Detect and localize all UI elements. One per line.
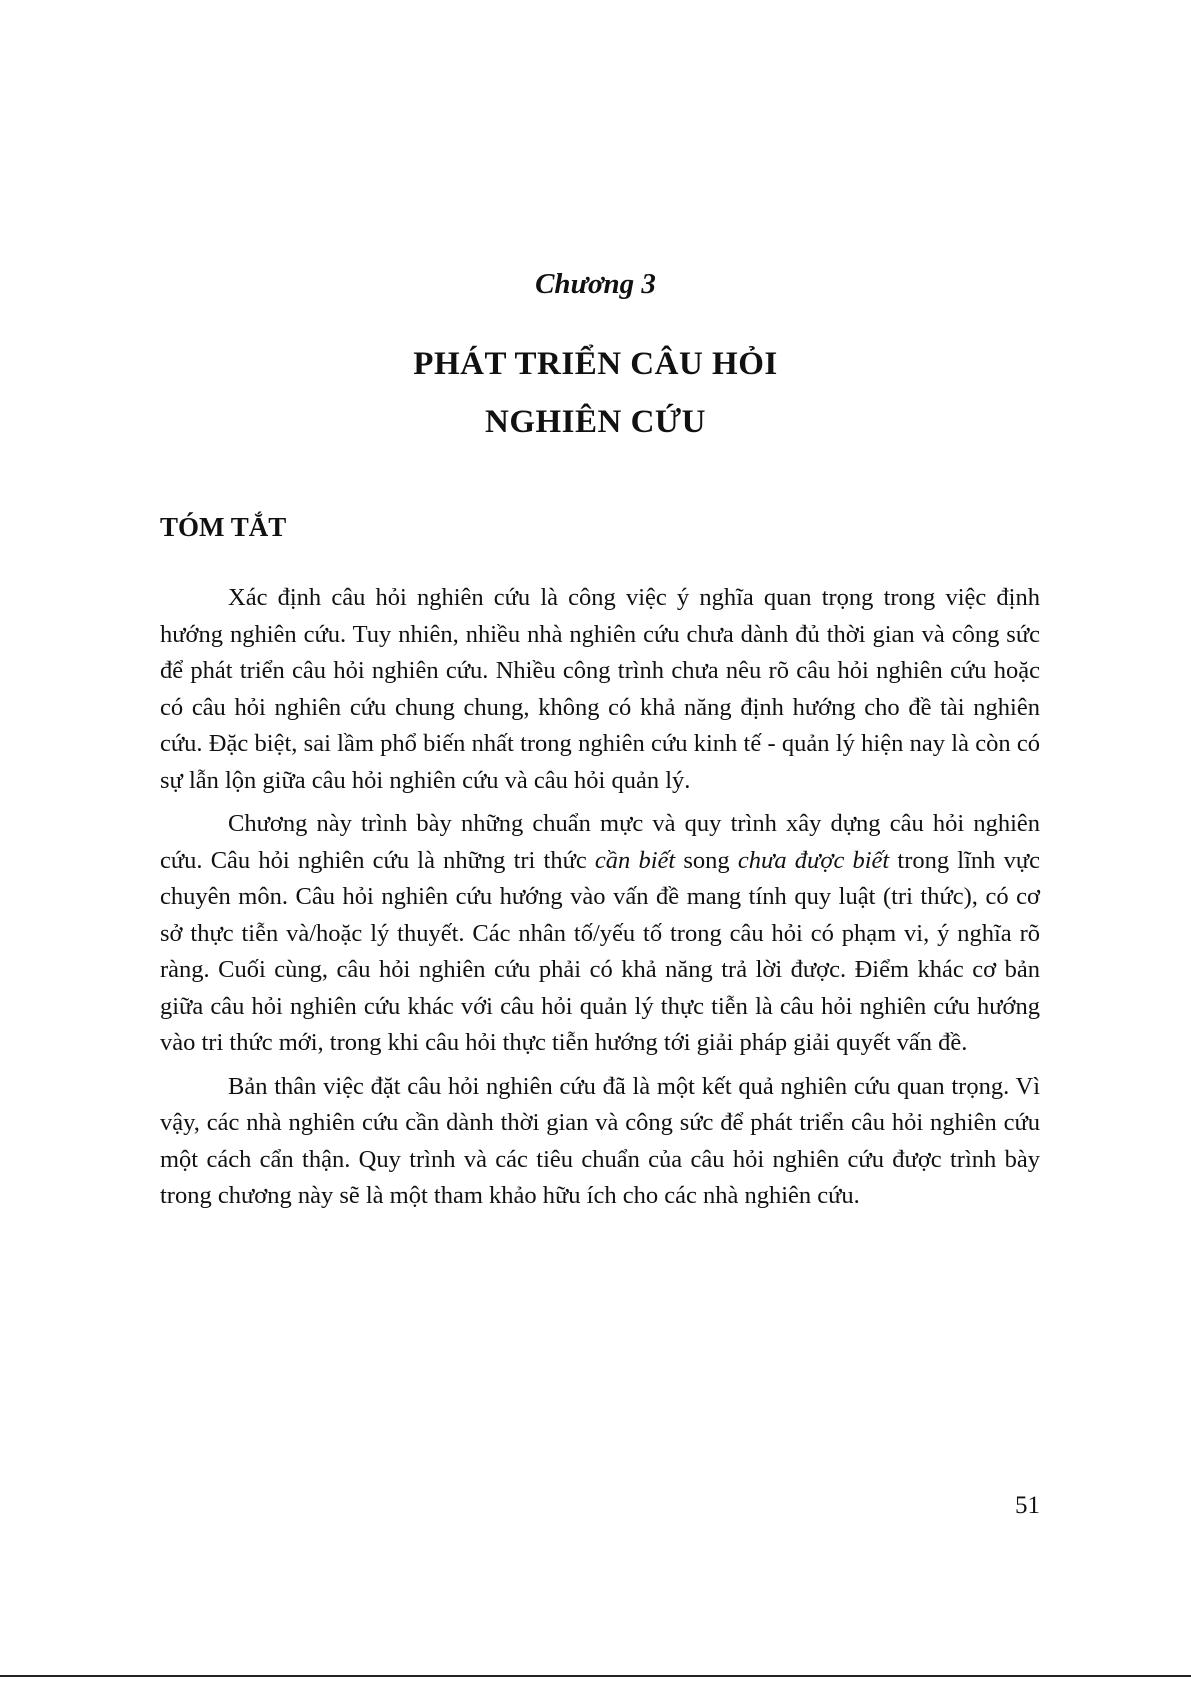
- chapter-label: Chương 3: [535, 268, 656, 300]
- chapter-title-line-2: NGHIÊN CỨU: [484, 404, 707, 440]
- page-number: 51: [1015, 1492, 1040, 1519]
- paragraph-2-part-a: Chương này trình bày những chuẩn mực và quy trình xây dựng câu hỏi nghiên cứu. Câu hỏi nghiên cứu là những tri thức: [160, 810, 1040, 874]
- paragraph-2-part-b: song: [675, 846, 738, 874]
- paragraph-2-part-c: trong lĩnh vực chuyên môn. Câu hỏi nghiên cứu hướng vào vấn đề mang tính quy luật (tri thức), có cơ sở thực tiễn và/hoặc lý thuyết. Các nhân tố/yếu tố trong câu hỏi có phạm vi, ý nghĩa rõ ràng. Cuối cùng, câu hỏi nghiên cứu phải có khả năng trả lời được. Điểm khác cơ bản giữa câu hỏi nghiên cứu khác với câu hỏi quản lý thực tiễn là câu hỏi nghiên cứu hướng vào tri thức mới, trong khi câu hỏi thực tiễn hướng tới giải pháp giải quyết vấn đề.: [160, 846, 1040, 1056]
- chapter-title: [0, 335, 1191, 451]
- paragraph-2-emphasis-1: cần biết: [594, 846, 676, 874]
- paragraph-2-emphasis-2: chưa được biết: [737, 846, 890, 874]
- body-text: [160, 580, 1040, 1222]
- paragraph-2: [160, 806, 1040, 1062]
- bottom-rule: [0, 1675, 1191, 1677]
- section-heading: TÓM TẮT: [160, 512, 287, 542]
- paragraph-1: Xác định câu hỏi nghiên cứu là công việc ý nghĩa quan trọng trong việc định hướng nghiên cứu. Tuy nhiên, nhiều nhà nghiên cứu chưa dành đủ thời gian và công sức để phát triển câu hỏi nghiên cứu. Nhiều công trình chưa nêu rõ câu hỏi nghiên cứu hoặc có câu hỏi nghiên cứu chung chung, không có khả năng định hướng cho đề tài nghiên cứu. Đặc biệt, sai lầm phổ biến nhất trong nghiên cứu kinh tế - quản lý hiện nay là còn có sự lẫn lộn giữa câu hỏi nghiên cứu và câu hỏi quản lý.: [160, 584, 1040, 794]
- chapter-title-line-1: PHÁT TRIỂN CÂU HỎI: [413, 346, 778, 382]
- paragraph-3: Bản thân việc đặt câu hỏi nghiên cứu đã là một kết quả nghiên cứu quan trọng. Vì vậy, các nhà nghiên cứu cần dành thời gian và công sức để phát triển câu hỏi nghiên cứu một cách cẩn thận. Quy trình và các tiêu chuẩn của câu hỏi nghiên cứu được trình bày trong chương này sẽ là một tham khảo hữu ích cho các nhà nghiên cứu.: [160, 1072, 1040, 1209]
